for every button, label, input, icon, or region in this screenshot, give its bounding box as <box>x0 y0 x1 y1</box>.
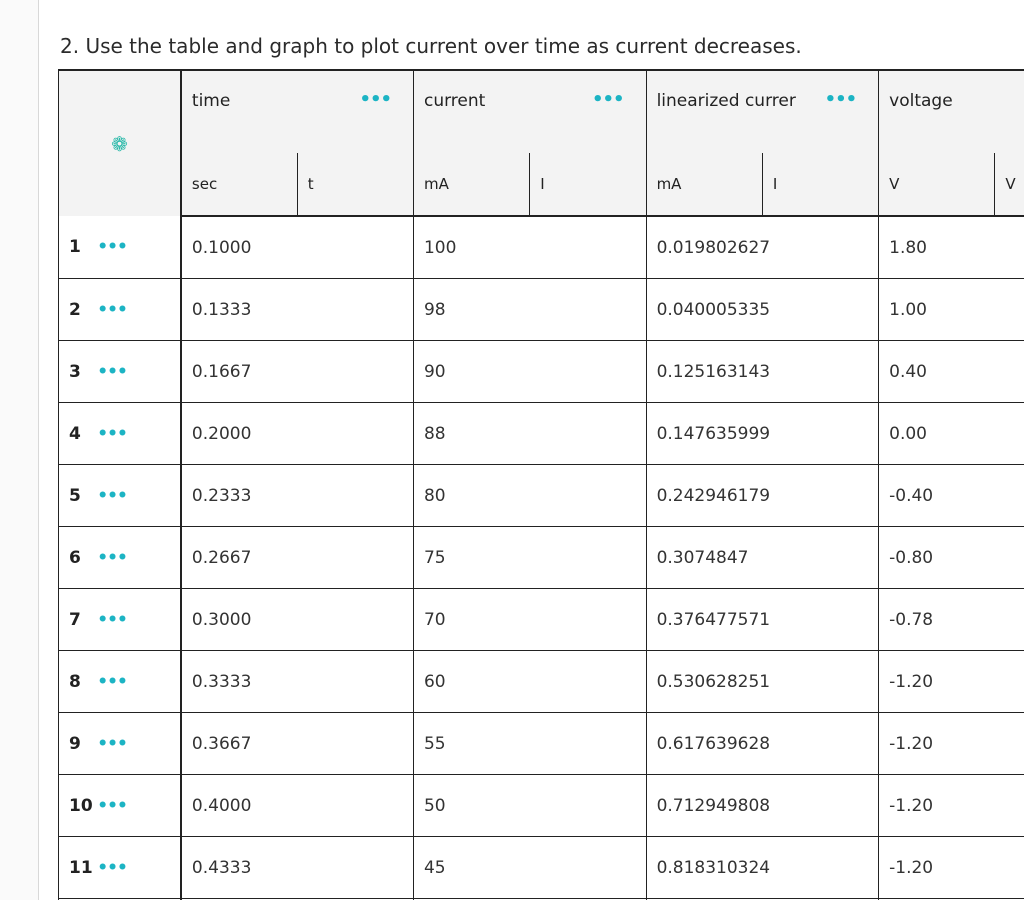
column-header-voltage[interactable] <box>879 70 1024 153</box>
row-index: 8 <box>59 651 98 713</box>
gear-icon[interactable]: ❁ <box>111 131 128 156</box>
column-menu-icon[interactable]: ••• <box>824 89 857 110</box>
cell-voltage[interactable]: -1.20 <box>879 775 1024 837</box>
cell-time[interactable]: 0.3667 <box>181 713 414 775</box>
row-menu-icon[interactable]: ••• <box>97 589 181 651</box>
unit-cell[interactable]: mA <box>646 153 762 216</box>
row-index: 9 <box>59 713 98 775</box>
cell-linearized[interactable]: 0.530628251 <box>646 651 879 713</box>
cell-time[interactable]: 0.2667 <box>181 527 414 589</box>
cell-voltage[interactable]: -0.80 <box>879 527 1024 589</box>
unit-cell[interactable]: mA <box>413 153 529 216</box>
cell-current[interactable]: 50 <box>413 775 646 837</box>
table-row <box>59 589 1024 651</box>
cell-current[interactable]: 75 <box>413 527 646 589</box>
cell-current[interactable]: 70 <box>413 589 646 651</box>
cell-linearized[interactable]: 0.125163143 <box>646 341 879 403</box>
cell-time[interactable]: 0.2333 <box>181 465 414 527</box>
row-menu-icon[interactable]: ••• <box>97 216 181 279</box>
row-index: 3 <box>59 341 98 403</box>
row-menu-icon[interactable]: ••• <box>97 713 181 775</box>
cell-time[interactable]: 0.2000 <box>181 403 414 465</box>
column-title: voltage <box>889 91 953 111</box>
column-header-current[interactable] <box>413 70 646 153</box>
cell-time[interactable]: 0.1333 <box>181 279 414 341</box>
cell-voltage[interactable]: -1.20 <box>879 713 1024 775</box>
cell-linearized[interactable]: 0.040005335 <box>646 279 879 341</box>
cell-linearized[interactable]: 0.376477571 <box>646 589 879 651</box>
row-menu-icon[interactable]: ••• <box>97 527 181 589</box>
symbol-cell[interactable]: V <box>995 153 1024 216</box>
column-title: linearized currer <box>656 91 796 111</box>
cell-linearized[interactable]: 0.712949808 <box>646 775 879 837</box>
table-row <box>59 279 1024 341</box>
table-row <box>59 651 1024 713</box>
row-index: 7 <box>59 589 98 651</box>
table-row <box>59 216 1024 279</box>
row-index: 10 <box>59 775 98 837</box>
left-rail <box>0 0 39 900</box>
cell-linearized[interactable]: 0.242946179 <box>646 465 879 527</box>
column-header-time[interactable] <box>181 70 414 153</box>
cell-time[interactable]: 0.1667 <box>181 341 414 403</box>
unit-cell[interactable]: sec <box>181 153 297 216</box>
cell-linearized[interactable]: 0.147635999 <box>646 403 879 465</box>
column-title: time <box>191 91 231 111</box>
cell-voltage[interactable]: -0.78 <box>879 589 1024 651</box>
table-row <box>59 403 1024 465</box>
cell-current[interactable]: 80 <box>413 465 646 527</box>
cell-time[interactable]: 0.1000 <box>181 216 414 279</box>
column-menu-icon[interactable]: ••• <box>592 89 624 110</box>
cell-current[interactable]: 60 <box>413 651 646 713</box>
cell-linearized[interactable]: 0.3074847 <box>646 527 879 589</box>
cell-voltage[interactable]: -1.20 <box>879 651 1024 713</box>
row-menu-icon[interactable]: ••• <box>97 341 181 403</box>
table-row <box>59 341 1024 403</box>
cell-voltage[interactable]: 1.00 <box>879 279 1024 341</box>
table-row <box>59 465 1024 527</box>
row-menu-icon[interactable]: ••• <box>97 775 181 837</box>
cell-current[interactable]: 88 <box>413 403 646 465</box>
cell-linearized[interactable]: 0.019802627 <box>646 216 879 279</box>
row-index: 1 <box>59 216 98 279</box>
cell-current[interactable]: 98 <box>413 279 646 341</box>
symbol-cell[interactable]: I <box>762 153 878 216</box>
cell-time[interactable]: 0.3333 <box>181 651 414 713</box>
row-menu-icon[interactable]: ••• <box>97 403 181 465</box>
cell-voltage[interactable]: -0.40 <box>879 465 1024 527</box>
column-header-linearized[interactable] <box>646 70 879 153</box>
header-row-titles <box>59 70 1024 153</box>
table-row <box>59 837 1024 899</box>
row-index: 6 <box>59 527 98 589</box>
unit-cell[interactable]: V <box>879 153 995 216</box>
cell-voltage[interactable]: 1.80 <box>879 216 1024 279</box>
cell-voltage[interactable]: -1.20 <box>879 837 1024 899</box>
cell-current[interactable]: 55 <box>413 713 646 775</box>
row-menu-icon[interactable]: ••• <box>97 279 181 341</box>
row-index: 11 <box>59 837 98 899</box>
row-menu-icon[interactable]: ••• <box>97 465 181 527</box>
row-menu-icon[interactable]: ••• <box>97 837 181 899</box>
cell-current[interactable]: 100 <box>413 216 646 279</box>
symbol-cell[interactable]: I <box>530 153 646 216</box>
row-menu-icon[interactable]: ••• <box>97 651 181 713</box>
settings-cell[interactable] <box>59 70 181 216</box>
data-table <box>58 69 1024 900</box>
cell-linearized[interactable]: 0.818310324 <box>646 837 879 899</box>
table-row <box>59 775 1024 837</box>
question-text: 2. Use the table and graph to plot current over time as current decreases. <box>60 34 802 58</box>
row-index: 4 <box>59 403 98 465</box>
table-row <box>59 713 1024 775</box>
cell-voltage[interactable]: 0.00 <box>879 403 1024 465</box>
column-title: current <box>423 91 486 111</box>
table-row <box>59 527 1024 589</box>
data-table-container <box>58 69 1024 900</box>
cell-linearized[interactable]: 0.617639628 <box>646 713 879 775</box>
row-index: 2 <box>59 279 98 341</box>
header-row-units <box>59 153 1024 216</box>
cell-current[interactable]: 90 <box>413 341 646 403</box>
cell-time[interactable]: 0.3000 <box>181 589 414 651</box>
row-index: 5 <box>59 465 98 527</box>
cell-voltage[interactable]: 0.40 <box>879 341 1024 403</box>
cell-time[interactable]: 0.4000 <box>181 775 414 837</box>
column-menu-icon[interactable]: ••• <box>359 89 391 110</box>
cell-current[interactable]: 45 <box>413 837 646 899</box>
symbol-cell[interactable]: t <box>297 153 413 216</box>
cell-time[interactable]: 0.4333 <box>181 837 414 899</box>
